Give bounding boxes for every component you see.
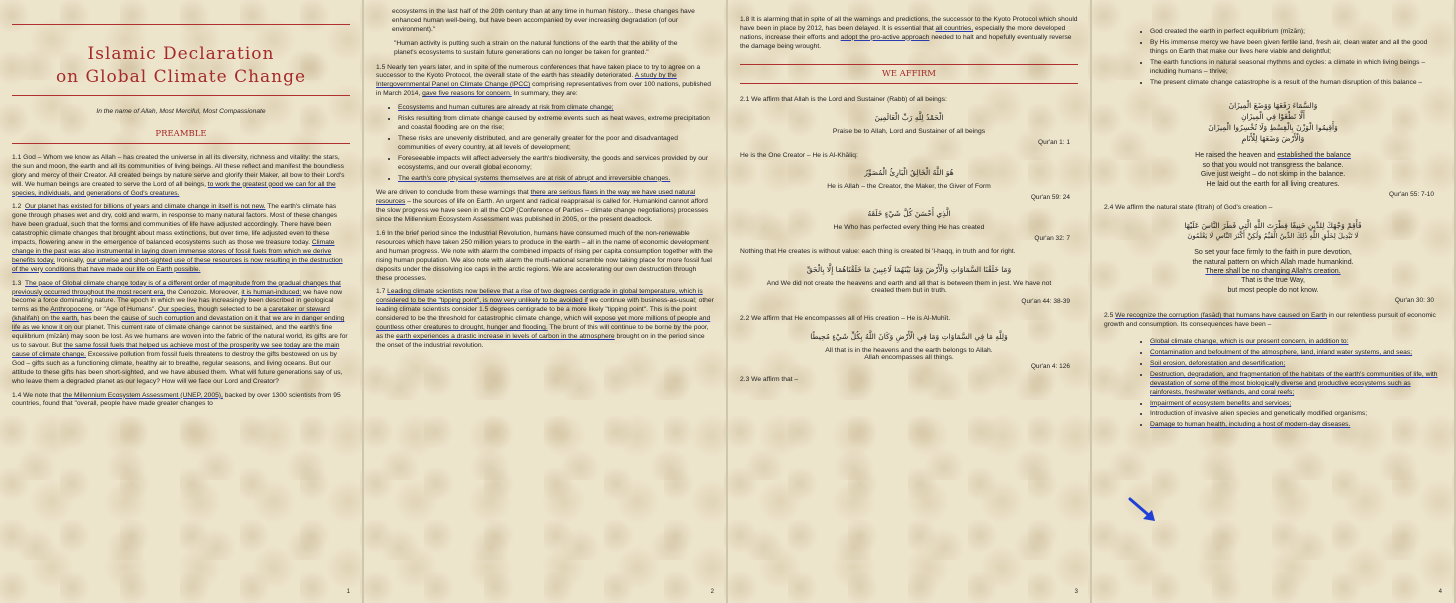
list-item: • Risks resulting from climate change caused by extreme events such as heat waves, extreme precipitation and coastal flooding are on the rise; — [398, 115, 714, 133]
list-item: • Destruction, degradation, and fragmentation of the habitats of the earth's communities of life, with devastation of some of the most biologically diverse and productive ecosystems such as rainforests, freshwater wetlands, and coral reefs; — [1150, 371, 1442, 398]
list-item: • God created the earth in perfect equilibrium (mīzān); — [1150, 28, 1442, 37]
arabic-verse: وَأَقِيمُوا الْوَزْنَ بِالْقِسْطِ وَلَا تُخْسِرُوا الْمِيزَانَ — [1208, 123, 1338, 133]
verse-line: He laid out the earth for all living creatures. — [1206, 180, 1340, 188]
page-number: 3 — [1074, 589, 1078, 595]
paragraph-1-3: 1.3 The pace of Global climate change today is of a different order of magnitude from the gradual changes that previously occurred throughout the most recent era, the Cenozoic. Moreover, it is human-induced: we have now become a force dominating nature. The epoch in which we live has increasingly been described in geological terms as the Anthropocene, or "Age of Humans". Our species, though selected to be a caretaker or steward (khalifah) on the earth, has been the cause of such corruption and devastation on it that we are in danger ending life as we know it on our planet. This current rate of climate change cannot be sustained, and the earth's fine equilibrium (mīzān) may soon be lost. As we humans are woven into the fabric of the natural world, its gifts are for us to savour. But the same fossil fuels that helped us achieve most of the prosperity we see today are the main cause of climate change. Excessive pollution from fossil fuels threatens to destroy the gifts bestowed on us by God – gifts such as a functioning climate, healthy air to breathe, regular seasons, and living oceans. But our attitude to these gifts has been short-sighted, and we have abused them. What will future generations say of us, who leave them a degraded planet as our legacy? How will we face our Lord and Creator? — [12, 279, 348, 385]
page-number: 2 — [710, 589, 714, 595]
list-item: • The present climate change catastrophe is a result of the human disruption of this balance – — [1150, 79, 1442, 88]
section-heading-we-affirm: WE AFFIRM — [881, 68, 937, 79]
paragraph-2-1: 2.1 We affirm that Allah is the Lord and Sustainer (Rabb) of all beings: — [740, 95, 947, 103]
paragraph-1-4: 1.4 We note that the Millennium Ecosystem Assessment (UNEP, 2005), backed by over 1300 scientists from 95 countries, found that "overall, people have made greater changes to — [12, 391, 341, 408]
list-item: • These risks are unevenly distributed, and are generally greater for the poor and disadvantaged communities of every country, at all levels of development; — [398, 135, 714, 153]
arabic-verse: وَمَا خَلَقْنَا السَّمَاوَاتِ وَالْأَرْضَ وَمَا بَيْنَهُمَا لَاعِبِينَ مَا خَلَقْنَاهُمَا إِلَّا بِالْحَقِّ — [806, 265, 1012, 275]
verse-line: He raised the heaven and established the balance — [1195, 152, 1351, 160]
verse-line: Give just weight – do not skimp in the balance. — [1200, 171, 1346, 179]
nothing-line: Nothing that He creates is without value: each thing is created bi 'l-haqq, in truth and for right. — [740, 248, 1016, 256]
title-line-2: on Global Climate Change — [55, 66, 307, 87]
verse-translation: All that is in the heavens and the earth belongs to Allah. — [825, 347, 993, 355]
section-rule-bottom — [740, 83, 1078, 84]
verse-translation: Praise be to Allah, Lord and Sustainer of all beings — [832, 127, 986, 135]
subtitle: In the name of Allah, Most Merciful, Most Compassionate — [96, 107, 266, 115]
verse-reference: Qur'an 55: 7-10 — [1389, 191, 1434, 199]
verse-reference: Qur'an 44: 38-39 — [1021, 298, 1070, 306]
verse-reference: Qur'an 30: 30 — [1394, 297, 1434, 305]
paragraph-2-3: 2.3 We affirm that – — [740, 376, 799, 384]
title-rule-bottom — [12, 95, 350, 96]
arabic-verse: وَالسَّمَاءَ رَفَعَهَا وَوَضَعَ الْمِيزَانَ — [1228, 101, 1318, 111]
arrow-annotation-icon — [1128, 497, 1158, 523]
list-item: • Contamination and befoulment of the atmosphere, land, inland water systems, and seas; — [1150, 349, 1442, 358]
arabic-verse: الْحَمْدُ لِلَّهِ رَبِّ الْعَالَمِينَ — [874, 112, 944, 122]
block-quote: "Human activity is putting such a strain on the natural functions of the earth that the ability of the planet's ecosystems to sustain future generations can no longer be taken for granted." — [394, 39, 678, 56]
paragraph-1-8: 1.8 It is alarming that in spite of all the warnings and predictions, the successor to the Kyoto Protocol which should have been in place by 2012, has been delayed. It is essential that all countries, especially the more developed nations, increase their efforts and adopt the pro-active approach needed to halt and hopefully eventually reverse the damage being wrought. — [740, 16, 1078, 50]
verse-translation: He is Allah – the Creator, the Maker, the Giver of Form — [827, 183, 991, 191]
verse-line: so that you would not transgress the balance. — [1202, 161, 1344, 169]
paragraph-conclusion: We are driven to conclude from these warnings that there are serious flaws in the way we have used natural resources – the sources of life on Earth. An urgent and radical reappraisal is called for. Humankind cannot afford the slow progress we have seen in all the COP (Conference of Parties – climate change negotiations) processes since the Millennium Ecosystem Assessment was published in 2005, or the present deadlock. — [376, 189, 709, 224]
list-item: • Global climate change, which is our present concern, in addition to: — [1150, 338, 1442, 347]
verse-translation-block — [1104, 248, 1442, 295]
paragraph-1-6: 1.6 In the brief period since the Industrial Revolution, humans have consumed much of the non-renewable resources which have taken 250 million years to produce in the earth – all in the name of economic development and human progress. We note with alarm the combined impacts of rising per capita consumption together with the rising human population. We also note with alarm the multi-national scramble now taking place for more fossil fuel deposits under the dissolving ice caps in the arctic regions. We are accelerating our own destruction through these processes. — [376, 230, 713, 282]
page-1 — [0, 0, 362, 603]
verse-line: the natural pattern on which Allah made humankind. — [1192, 258, 1354, 266]
arabic-verse: فَأَقِمْ وَجْهَكَ لِلدِّينِ حَنِيفًا فِطْرَتَ اللَّهِ الَّتِي فَطَرَ النَّاسَ عَلَيْهَا — [1184, 221, 1362, 231]
paragraph-1-7: 1.7 Leading climate scientists now believe that a rise of two degrees centigrade in global temperature, which is considered to be the "tipping point", is now very unlikely to be avoided if we continue with business-as-usual; other leading climate scientists consider 1.5 degrees centigrade to be a more likely "tipping point". This is the point considered to be the threshold for catastrophic climate change, which will expose yet more millions of people and countless other creatures to drought, hunger and flooding. The brunt of this will continue to be borne by the poor, as the earth experiences a drastic increase in levels of carbon in the atmosphere brought on in the period since the onset of the industrial revolution. — [376, 288, 714, 349]
arabic-verse: وَالْأَرْضَ وَضَعَهَا لِلْأَنَامِ — [1241, 134, 1305, 144]
list-item: • Ecosystems and human cultures are already at risk from climate change; — [398, 104, 714, 113]
page-4 — [1092, 0, 1454, 603]
paragraph-1-2: 1.2 Our planet has existed for billions of years and climate change in itself is not new. The earth's climate has gone through phases wet and dry, cold and warm, in response to many natural factors. Most of these changes have been gradual, such that the forms and communities of life have adjusted accordingly. There have been catastrophic climate changes that brought about mass extinctions, but over time, life adjusted even to these impacts, flowering anew in the emergence of balanced ecosystems such as those we treasure today. Climate change in the past was also instrumental in laying down immense stores of fossil fuels from which we derive benefits today. Ironically, our unwise and short-sighted use of these resources is now resulting in the destruction of the very conditions that have made our life on Earth possible. — [12, 203, 343, 273]
paragraph-continued: ecosystems in the last half of the 20th century than at any time in human history... these changes have enhanced human well-being, but have been accompanied by ever increasing degradation (of our environment)." — [392, 8, 695, 33]
page-number: 1 — [346, 589, 350, 595]
paragraph-2-5: 2.5 We recognize the corruption (fasād) that humans have caused on Earth in our relentless pursuit of economic growth and consumption. Its consequences have been – — [1104, 312, 1436, 329]
section-rule-top — [740, 64, 1078, 65]
verse-translation: Allah encompasses all things. — [864, 354, 954, 362]
paragraph-1-5: 1.5 Nearly ten years later, and in spite of the numerous conferences that have taken place to try to agree on a successor to the Kyoto Protocol, the overall state of the earth has steadily deteriorated. A study by the Intergovernmental Panel on Climate Change (IPCC) comprising representatives from over 100 nations, published in March 2014, gave five reasons for concern. In summary, they are: — [376, 63, 711, 98]
document-title — [12, 43, 350, 89]
verse-reference: Qur'an 4: 126 — [1030, 363, 1070, 371]
ipcc-reasons-list — [376, 104, 714, 183]
arabic-verse: الَّذِي أَحْسَنَ كُلَّ شَيْءٍ خَلَقَهُ — [867, 209, 951, 219]
consequences-list — [1104, 338, 1442, 430]
list-item: • The earth's core physical systems themselves are at risk of abrupt and irreversible changes. — [398, 175, 714, 184]
list-item: • Impairment of ecosystem benefits and services; — [1150, 400, 1442, 409]
verse-translation-block — [1104, 151, 1442, 189]
list-item: • By His immense mercy we have been given fertile land, fresh air, clean water and all the good things on Earth that make our lives here viable and delightful; — [1150, 39, 1442, 57]
verse-translation: He Who has perfected every thing He has created — [833, 224, 985, 232]
title-line-1: Islamic Declaration — [87, 44, 275, 64]
page-2 — [364, 0, 726, 603]
section-heading-preamble: PREAMBLE — [155, 128, 207, 139]
arabic-verse: وَلِلَّهِ مَا فِي السَّمَاوَاتِ وَمَا فِي الْأَرْضِ وَكَانَ اللَّهُ بِكُلِّ شَيْءٍ مُحِيطًا — [810, 332, 1008, 342]
verse-translation: And We did not create the heavens and earth and all that is between them in jest. We have not created them but in truth. — [766, 280, 1052, 295]
arabic-verse: لَا تَبْدِيلَ لِخَلْقِ اللَّهِ ذَٰلِكَ الدِّينُ الْقَيِّمُ وَلَٰكِنَّ أَكْثَرَ النَّاسِ لَا يَعْلَمُونَ — [1187, 232, 1359, 241]
arabic-verse: هُوَ اللَّهُ الْخَالِقُ الْبَارِئُ الْمُصَوِّرُ — [864, 168, 954, 178]
page-number: 4 — [1438, 589, 1442, 595]
verse-line: So set your face firmly to the faith in pure devotion, — [1194, 249, 1352, 257]
list-item: • Foreseeable impacts will affect adversely the earth's biodiversity, the goods and services provided by our ecosystems, and our overall global economy; — [398, 155, 714, 173]
list-item: • Damage to human health, including a host of modern-day diseases. — [1150, 421, 1442, 430]
creator-line: He is the One Creator – He is Al-Khāliq: — [740, 151, 858, 159]
verse-line: That is the true Way, — [1241, 277, 1305, 285]
verse-line: but most people do not know. — [1227, 286, 1319, 294]
affirm-list — [1104, 28, 1442, 87]
title-rule-top — [12, 24, 350, 25]
page-3 — [728, 0, 1090, 603]
verse-line: There shall be no changing Allah's creation. — [1205, 267, 1341, 275]
verse-reference: Qur'an 32: 7 — [1034, 235, 1070, 243]
list-item: • Soil erosion, deforestation and desertification; — [1150, 360, 1442, 369]
paragraph-1-1: 1.1 God – Whom we know as Allah – has created the universe in all its diversity, richness and vitality: the stars, the sun and moon, the earth and all its communities of living beings. All these reflect and manifest the boundless glory and mercy of their Creator. All created beings by nature serve and glorify their Maker, all bow to their Lord's will. We human beings are created to serve the Lord of all beings, to work the greatest good we can for all the species, individuals, and generations of God's creatures. — [12, 153, 345, 197]
arabic-verse: أَلَّا تَطْغَوْا فِي الْمِيزَانِ — [1241, 112, 1305, 122]
section-rule — [12, 143, 350, 144]
arabic-verse-block — [1104, 101, 1442, 143]
paragraph-2-2: 2.2 We affirm that He encompasses all of His creation – He is Al-Muhīt. — [740, 315, 951, 323]
paragraph-2-4: 2.4 We affirm the natural state (fitrah) of God's creation – — [1104, 204, 1273, 212]
verse-reference: Qur'an 59: 24 — [1030, 194, 1070, 202]
verse-reference: Qur'an 1: 1 — [1038, 138, 1070, 146]
list-item: • Introduction of invasive alien species and genetically modified organisms; — [1150, 410, 1442, 419]
list-item: • The earth functions in natural seasonal rhythms and cycles: a climate in which living beings – including humans – thrive; — [1150, 59, 1442, 77]
